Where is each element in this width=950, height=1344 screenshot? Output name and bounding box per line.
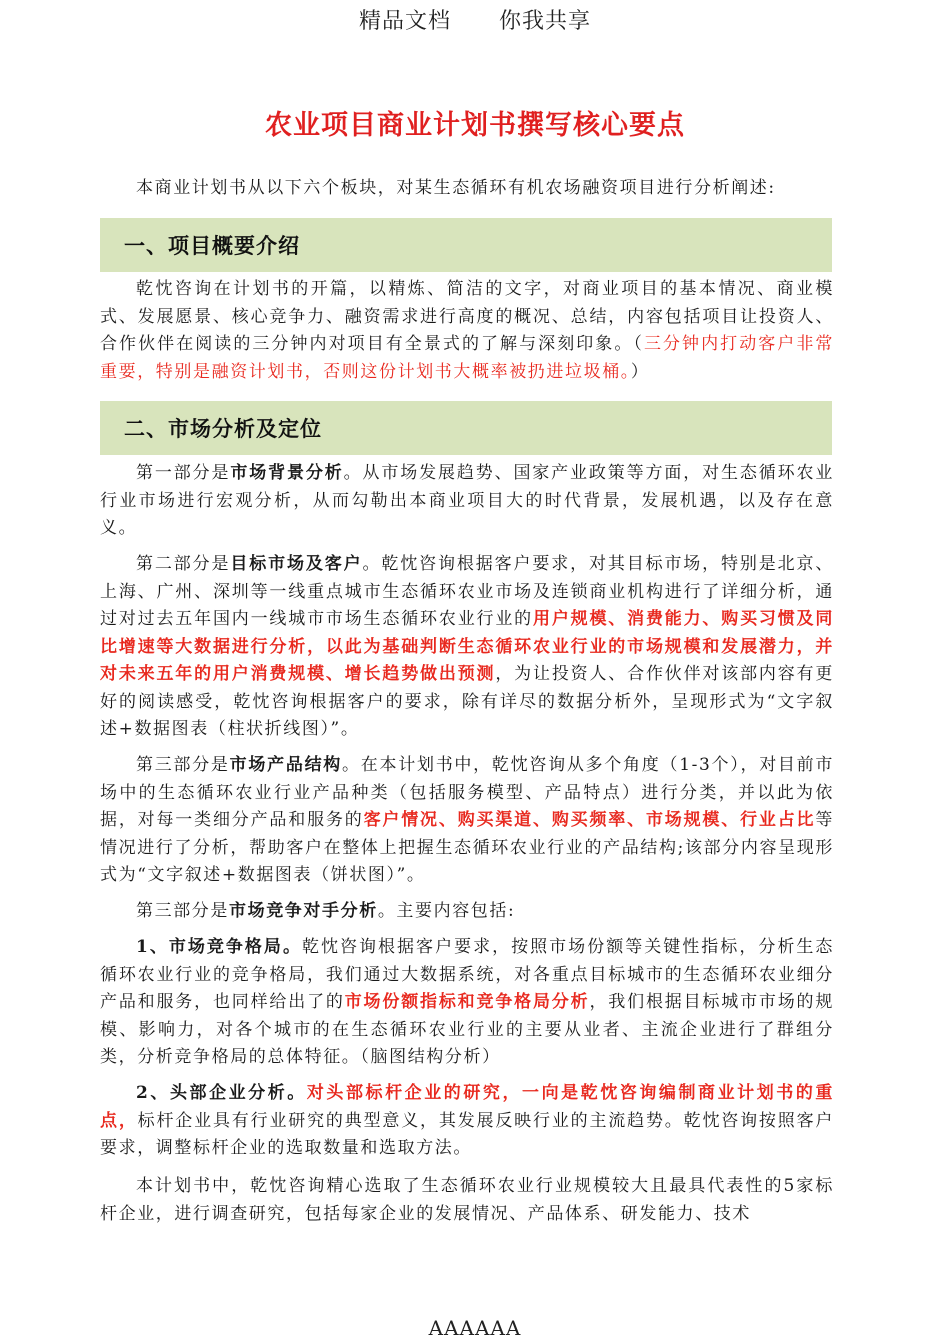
overview-highlight: 三分钟内打动客户非常重要，特别是融资计划书，否则这份计划书大概率被扔进垃圾桶。 [100,334,835,382]
market-background-paragraph [100,460,834,543]
header-left-text: 精品文档 [358,9,451,34]
p4-highlight: 客户情况、购买渠道、购买频率、市场规模、行业占比 [363,810,816,830]
competition-landscape-paragraph [100,934,834,1072]
p3-keyword: 目标市场及客户 [230,554,363,574]
section-heading-overview: 一、项目概要介绍 [100,218,832,272]
p6-highlight: 市场份额指标和竞争格局分析 [344,992,590,1012]
p2-body: 。从市场发展趋势、国家产业政策等方面，对生态循环农业行业市场进行宏观分析，从而勾勒出本商业项目大的时代背景，发展机遇，以及存在意义。 [100,463,834,538]
p2-lead: 第一部分是 [136,463,231,483]
p3-tail: ，为让投资人、合作伙伴对该部内容有更好的阅读感受，乾忱咨询根据客户的要求，除有详尽的数据分析外，呈现形式为“文字叙述+数据图表（柱状折线图）”。 [100,664,834,739]
p5-lead: 第三部分是 [136,901,229,921]
p4-keyword: 市场产品结构 [229,755,343,775]
intro-paragraph: 本商业计划书从以下六个板块，对某生态循环有机农场融资项目进行分析阐述: [136,178,776,198]
benchmark-paragraph: 本计划书中，乾忱咨询精心选取了生态循环农业行业规模较大且最具代表性的5家标杆企业，进行调查研究，包括每家企业的发展情况、产品体系、研发能力、技术 [100,1176,834,1224]
p6-keyword: 1、市场竞争格局。 [136,937,302,957]
page-footer: AAAAAA [428,1316,522,1340]
p3-lead: 第二部分是 [136,554,231,574]
p7-body: 标杆企业具有行业研究的典型意义，其发展反映行业的主流趋势。乾忱咨询按照客户要求，调整标杆企业的选取数量和选取方法。 [100,1110,834,1158]
page-header [0,4,950,35]
leading-enterprise-paragraph [100,1080,834,1163]
overview-end: ） [630,361,650,382]
overview-paragraph [100,276,834,386]
p6-tail: ，我们根据目标城市市场的规模、影响力，对各个城市的在生态循环农业行业的主要从业者、主流企业进行了群组分类，分析竞争格局的总体特征。（脑图结构分析） [100,992,834,1067]
p4-tail: 等情况进行了分析，帮助客户在整体上把握生态循环农业行业的产品结构;该部分内容呈现形式为“文字叙述+数据图表（饼状图）”。 [100,810,834,885]
header-right-text: 你我共享 [499,9,592,34]
product-structure-paragraph [100,752,834,890]
p3-highlight: 用户规模、消费能力、购买习惯及同比增速等大数据进行分析，以此为基础判断生态循环农业行业的市场规模和发展潜力，并对未来五年的用户消费规模、增长趋势做出预测 [100,609,834,684]
p5-keyword: 市场竞争对手分析 [229,901,378,921]
overview-text: 乾忱咨询在计划书的开篇，以精炼、简洁的文字，对商业项目的基本情况、商业模式、发展愿景、核心竞争力、融资需求进行高度的概况、总结，内容包括项目让投资人、合作伙伴在阅读的三分钟内对项目有全景式的了解与深刻印象。（ [100,279,834,354]
p5-body: 。主要内容包括: [377,901,516,921]
p7-highlight: 对头部标杆企业的研究，一向是乾忱咨询编制商业计划书的重点， [100,1083,834,1131]
p6-body: 乾忱咨询根据客户要求，按照市场份额等关键性指标，分析生态循环农业行业的竞争格局，我们通过大数据系统，对各重点目标城市的生态循环农业细分产品和服务，也同样给出了的 [100,937,834,1012]
document-title: 农业项目商业计划书撰写核心要点 [265,110,685,141]
p3-body: 。乾忱咨询根据客户要求，对其目标市场，特别是北京、上海、广州、深圳等一线重点城市生态循环农业市场及连锁商业机构进行了详细分析，通过对过去五年国内一线城市市场生态循环农业行业的 [100,554,835,629]
target-market-paragraph [100,551,834,744]
p7-keyword: 2、头部企业分析。 [136,1083,307,1103]
p2-keyword: 市场背景分析 [230,463,344,483]
p4-lead: 第三部分是 [136,755,230,775]
p4-body: 。在本计划书中，乾忱咨询从多个角度（1-3个），对目前市场中的生态循环农业行业产品种类（包括服务模型、产品特点）进行分类，并以此为依据，对每一类细分产品和服务的 [100,755,834,830]
competitor-intro-paragraph [100,898,834,926]
section-heading-market: 二、市场分析及定位 [100,401,832,455]
